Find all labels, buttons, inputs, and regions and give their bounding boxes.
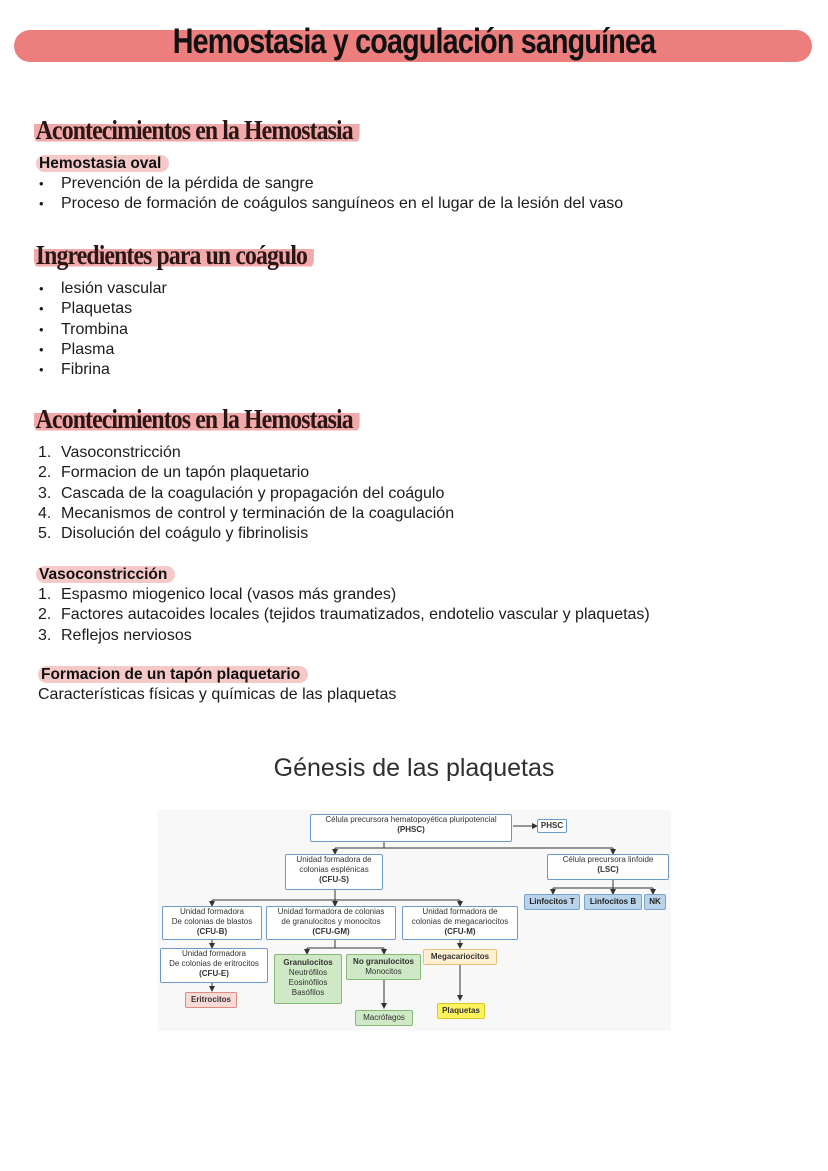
node-nk: NK (644, 894, 666, 910)
node-no-granulocitos: No granulocitos Monocitos (346, 954, 421, 980)
subheading-hemostasia-oval: Hemostasia oval (36, 155, 169, 173)
list-item: • Proceso de formación de coágulos sanguíneos en el lugar de la lesión del vaso (38, 194, 623, 214)
list-item: • Prevención de la pérdida de sangre (38, 174, 623, 194)
list-ingredientes (38, 279, 167, 380)
node-linfocitos-t: Linfocitos T (524, 894, 580, 910)
subheading-tapon-plaquetario: Formacion de un tapón plaquetario (38, 666, 308, 684)
list-item: 3. Cascada de la coagulación y propagación del coágulo (38, 484, 445, 502)
node-eritrocitos: Eritrocitos (185, 992, 237, 1008)
list-item: • Plaquetas (38, 299, 167, 319)
node-linfocitos-b: Linfocitos B (584, 894, 642, 910)
figure-title: Génesis de las plaquetas (273, 754, 555, 782)
section-heading-ingredientes: Ingredientes para un coágulo (34, 240, 314, 271)
node-cfu-gm: Unidad formadora de colonias de granulocitos y monocitos (CFU-GM) (266, 906, 396, 940)
page-title: Hemostasia y coagulación sanguínea (172, 22, 656, 61)
platelet-genesis-diagram (157, 810, 671, 1031)
list-item: 2. Factores autacoides locales (tejidos traumatizados, endotelio vascular y plaquetas) (38, 606, 650, 624)
node-cfu-s: Unidad formadora de colonias esplénicas (CFU-S) (285, 854, 383, 890)
node-cfu-m: Unidad formadora de colonias de megacariocitos (CFU-M) (402, 906, 518, 940)
list-hemostasia-oval (38, 174, 623, 215)
node-granulocitos: Granulocitos Neutrófilos Eosinófilos Basófilos (274, 954, 342, 1004)
list-item: 2. Formacion de un tapón plaquetario (38, 464, 310, 482)
node-phsc: Célula precursora hematopoyética pluripotencial (PHSC) (310, 814, 512, 842)
list-vasoconstriccion (38, 585, 650, 646)
node-cfu-e: Unidad formadora De colonias de eritrocitos (CFU-E) (160, 948, 268, 983)
section-heading-acontecimientos: Acontecimientos en la Hemostasia (34, 115, 360, 146)
list-item: • Plasma (38, 340, 167, 360)
tapon-text: Características físicas y químicas de las plaquetas (38, 686, 397, 703)
section-heading-acontecimientos-2: Acontecimientos en la Hemostasia (34, 404, 360, 435)
list-item: 1. Espasmo miogenico local (vasos más grandes) (38, 586, 397, 603)
list-acontecimientos (38, 443, 454, 544)
list-item: 5. Disolución del coágulo y fibrinolisis (38, 525, 309, 543)
list-item: 4. Mecanismos de control y terminación de la coagulación (38, 504, 455, 522)
list-item: • Trombina (38, 320, 167, 340)
list-item: 3. Reflejos nerviosos (38, 626, 192, 644)
node-cfu-b: Unidad formadora De colonias de blastos (CFU-B) (162, 906, 262, 940)
list-item: 1. Vasoconstricción (38, 444, 181, 461)
node-phsc-tag: PHSC (537, 819, 567, 833)
node-plaquetas: Plaquetas (437, 1003, 485, 1019)
list-item: • Fibrina (38, 360, 167, 380)
list-item: • lesión vascular (38, 279, 167, 299)
node-macrofagos: Macrófagos (355, 1010, 413, 1026)
node-megacariocitos: Megacariocitos (423, 949, 497, 965)
subheading-vasoconstriccion: Vasoconstricción (36, 566, 175, 584)
node-lsc: Célula precursora linfoide (LSC) (547, 854, 669, 880)
